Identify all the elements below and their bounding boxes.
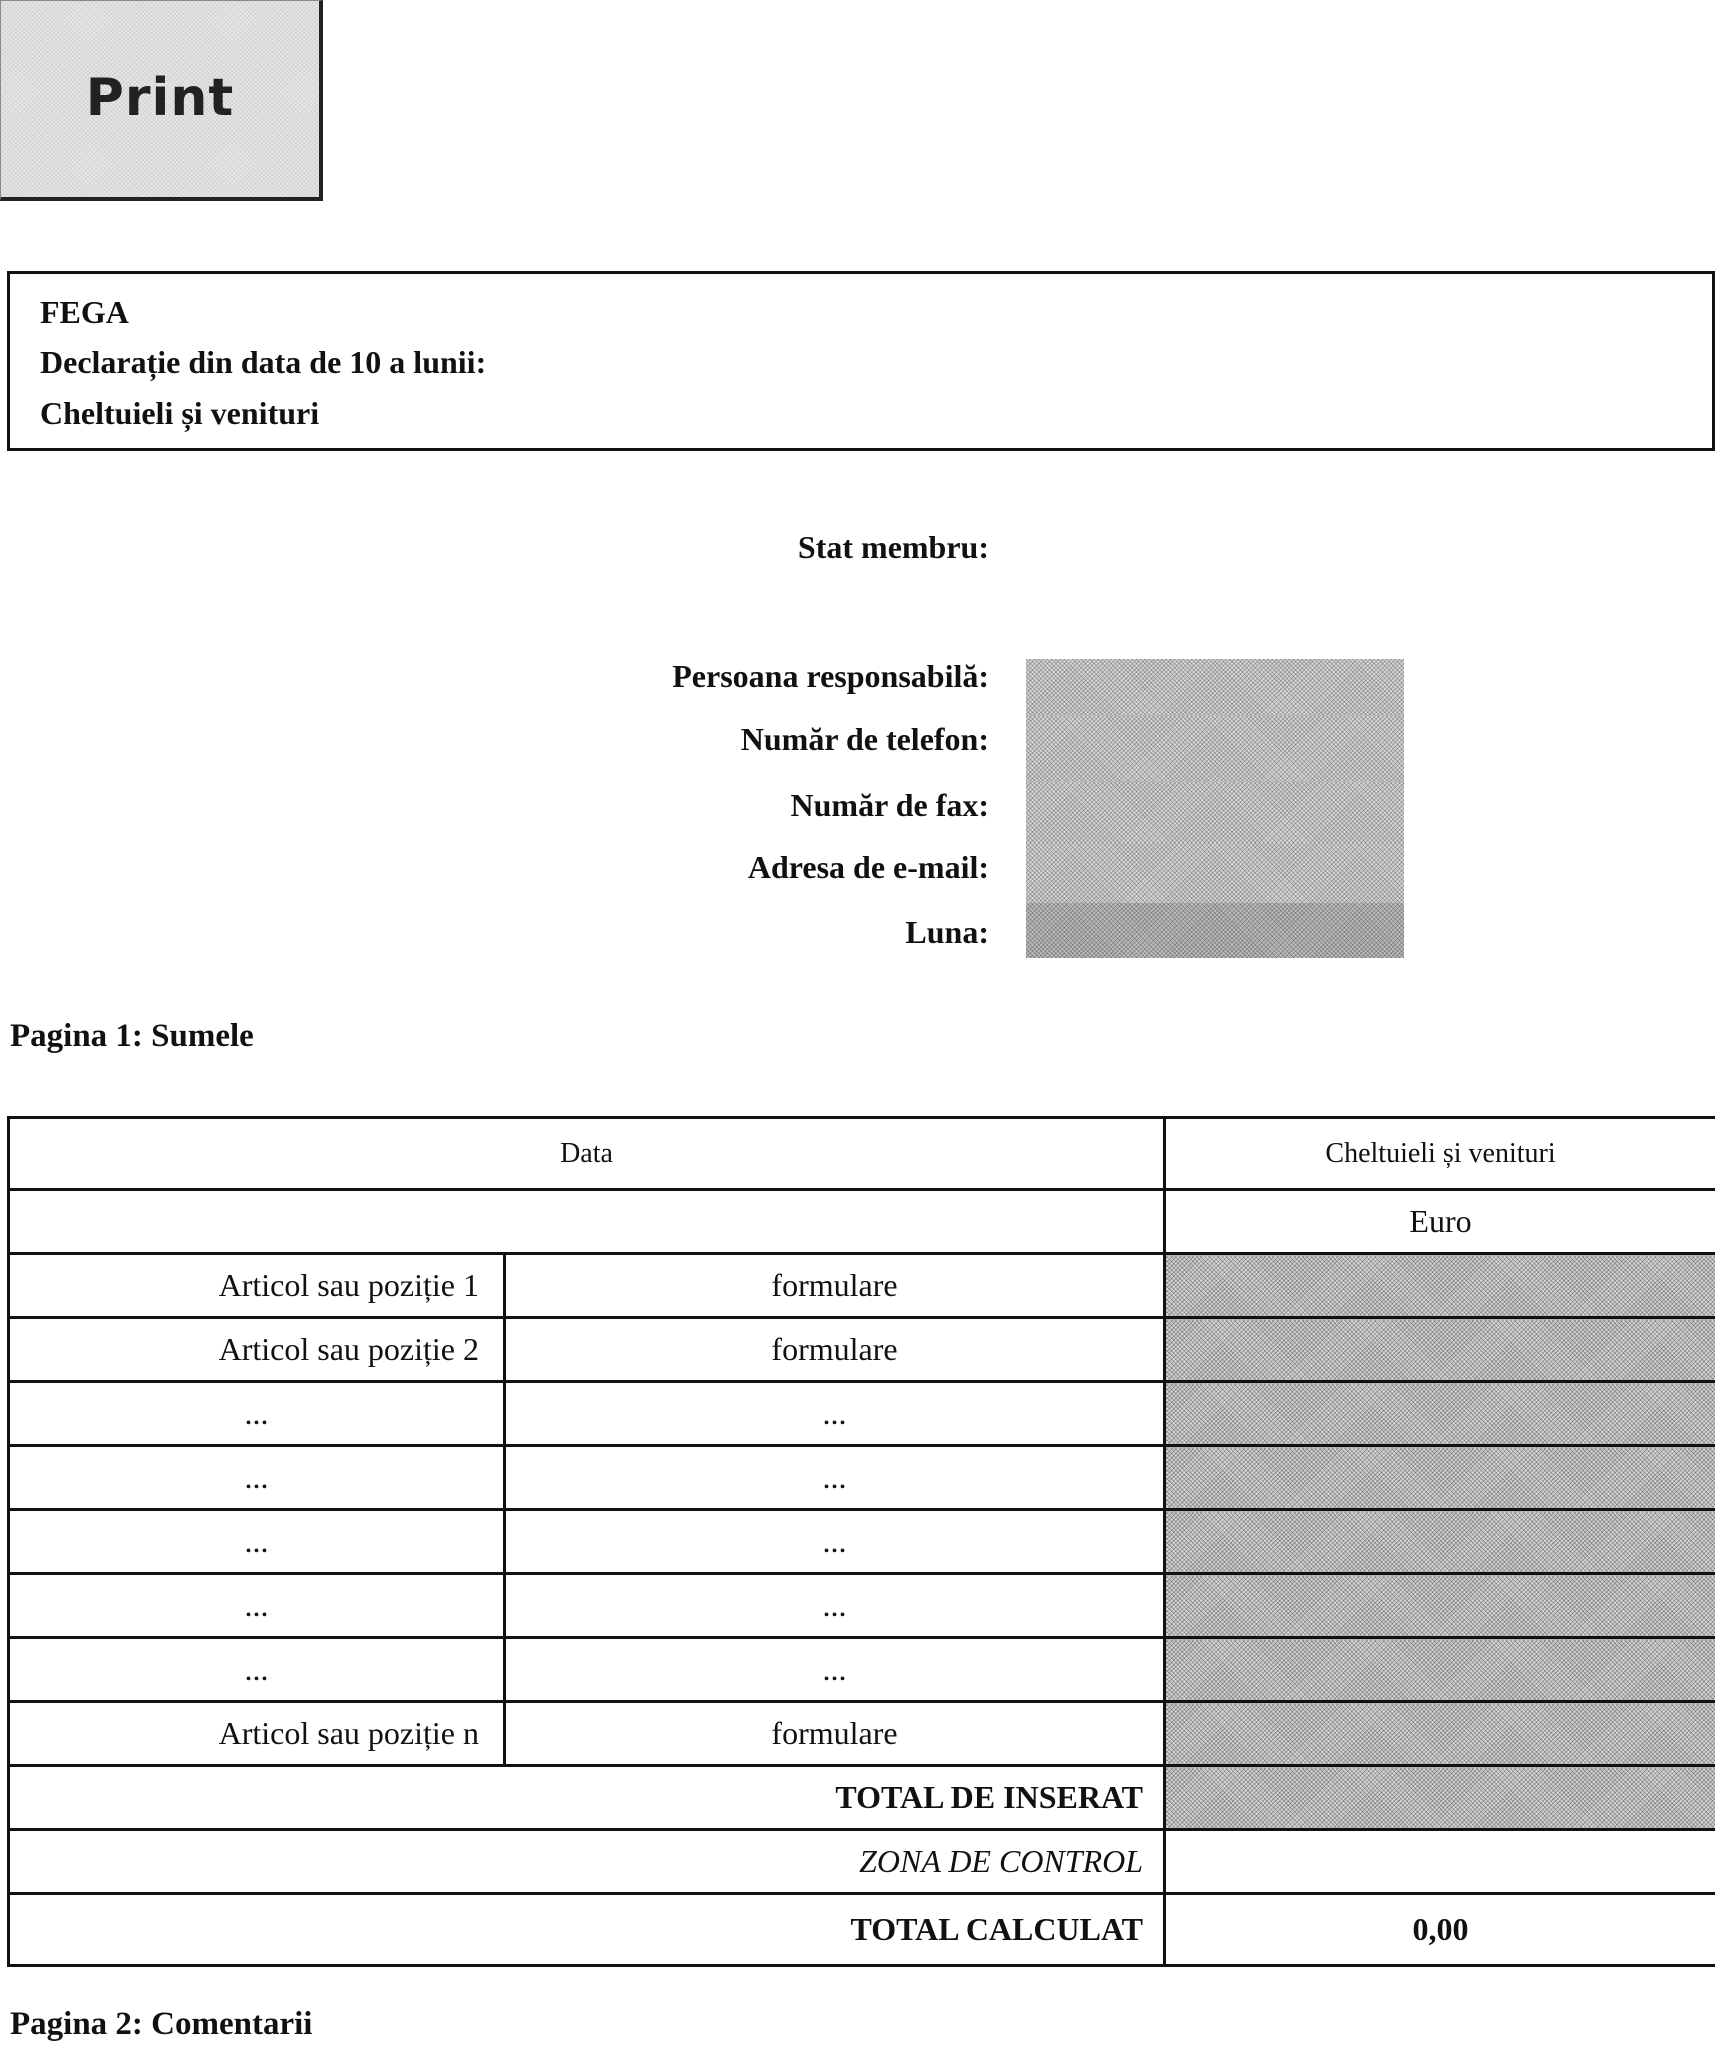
fax-label: Număr de fax: (790, 787, 989, 823)
amount-input[interactable] (1165, 1638, 1715, 1702)
column-header-expenses: Cheltuieli și venituri (1165, 1118, 1715, 1190)
table-header-row (9, 1118, 1715, 1190)
control-zone-row (9, 1830, 1715, 1894)
responsible-person-field[interactable] (1026, 659, 1404, 715)
currency-row-empty (9, 1190, 1165, 1254)
total-calculated-row (9, 1894, 1715, 1966)
table-row (9, 1382, 1715, 1446)
table-row (9, 1510, 1715, 1574)
print-button-label: Print (85, 68, 235, 128)
item-cell: ... (9, 1446, 505, 1510)
table-row (9, 1318, 1715, 1382)
amount-input[interactable] (1165, 1702, 1715, 1766)
control-zone-label: ZONA DE CONTROL (9, 1830, 1165, 1894)
item-cell: Articol sau poziție 1 (9, 1254, 505, 1318)
section-comments-title: Pagina 2: Comentarii (10, 2006, 313, 2042)
declaration-title: Declarație din data de 10 a lunii: (40, 344, 487, 380)
member-state-label: Stat membru: (797, 529, 989, 565)
month-field[interactable] (1026, 903, 1404, 958)
item-cell: Articol sau poziție 2 (9, 1318, 505, 1382)
total-calculated-label: TOTAL CALCULAT (9, 1894, 1165, 1966)
amount-input[interactable] (1165, 1510, 1715, 1574)
item-cell: ... (9, 1574, 505, 1638)
amount-input[interactable] (1165, 1254, 1715, 1318)
print-button[interactable] (0, 0, 323, 201)
table-row (9, 1574, 1715, 1638)
data-cell: ... (505, 1574, 1165, 1638)
amounts-table (7, 1116, 1715, 1967)
total-insert-row (9, 1766, 1715, 1830)
responsible-person-label: Persoana responsabilă: (672, 658, 989, 694)
column-header-data: Data (9, 1118, 1165, 1190)
currency-label: Euro (1165, 1190, 1715, 1254)
email-field[interactable] (1026, 843, 1404, 903)
item-cell: ... (9, 1638, 505, 1702)
section-amounts-title: Pagina 1: Sumele (10, 1018, 254, 1054)
table-row (9, 1446, 1715, 1510)
declaration-subtitle: Cheltuieli și venituri (40, 395, 320, 431)
data-cell: ... (505, 1638, 1165, 1702)
amount-input[interactable] (1165, 1318, 1715, 1382)
total-insert-input[interactable] (1165, 1766, 1715, 1830)
phone-field[interactable] (1026, 715, 1404, 781)
control-zone-value (1165, 1830, 1715, 1894)
table-row (9, 1254, 1715, 1318)
data-cell: formulare (505, 1702, 1165, 1766)
amount-input[interactable] (1165, 1574, 1715, 1638)
agency-name: FEGA (40, 294, 129, 330)
amount-input[interactable] (1165, 1446, 1715, 1510)
data-cell: formulare (505, 1254, 1165, 1318)
amount-input[interactable] (1165, 1382, 1715, 1446)
item-cell: ... (9, 1510, 505, 1574)
fax-field[interactable] (1026, 781, 1404, 843)
currency-row (9, 1190, 1715, 1254)
data-cell: ... (505, 1382, 1165, 1446)
data-cell: ... (505, 1510, 1165, 1574)
data-cell: formulare (505, 1318, 1165, 1382)
item-cell: Articol sau poziție n (9, 1702, 505, 1766)
total-calculated-value: 0,00 (1165, 1894, 1715, 1966)
email-label: Adresa de e-mail: (747, 849, 989, 885)
data-cell: ... (505, 1446, 1165, 1510)
table-row (9, 1638, 1715, 1702)
month-label: Luna: (905, 914, 989, 950)
phone-label: Număr de telefon: (740, 721, 989, 757)
declaration-header (7, 271, 1715, 451)
table-row (9, 1702, 1715, 1766)
item-cell: ... (9, 1382, 505, 1446)
total-insert-label: TOTAL DE INSERAT (9, 1766, 1165, 1830)
